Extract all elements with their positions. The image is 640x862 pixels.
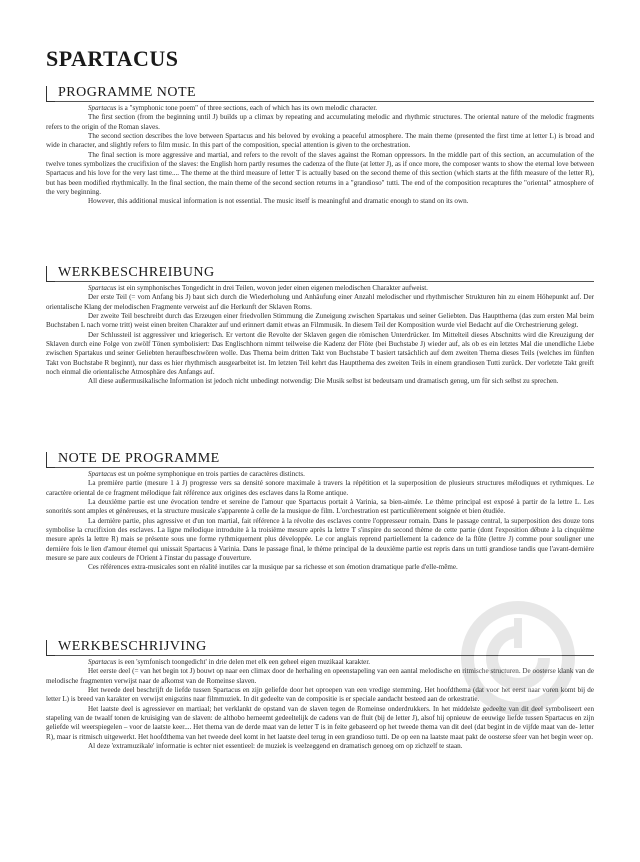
section-heading: NOTE DE PROGRAMME (58, 451, 220, 466)
section-heading-block (46, 266, 594, 284)
paragraph: The second section describes the love between Spartacus and his beloved by evoking a peaceful atmosphere. The main theme (presented the first time at letter L) is broad and wide in character, and slightly refers to film music. In this part of the composition, special attention is given to the orchestration. (46, 132, 594, 150)
paragraph: All diese außermusikalische Information ist jedoch nicht unbedingt notwendig: Die Musik selbst ist bedeutsam und dramatisch genug, um für sich selbst zu sprechen. (88, 377, 559, 386)
paragraph: Al deze 'extramuzikale' informatie is echter niet essentieel: de muziek is veelzeggend en dramatisch genoeg om op zichzelf te staan. (88, 742, 463, 751)
paragraph: Spartacus is een 'symfonisch toongedicht' in drie delen met elk een geheel eigen muzikaal karakter. (88, 658, 371, 666)
section-note-de-programme (46, 452, 594, 573)
page-title: SPARTACUS (46, 46, 179, 71)
paragraph: The first section (from the beginning until J) builds up a climax by repeating and accumulating melodic and rhythmic structures. The oriental nature of the melodic fragments refers to the origin of the Roman slaves. (46, 113, 594, 131)
section-heading: WERKBESCHREIBUNG (58, 265, 215, 280)
watermark-emblem-icon (458, 598, 578, 718)
paragraph: Der zweite Teil beschreibt durch das Erzeugen einer friedvollen Stimmung die Zuneigung zwischen Spartakus und seiner Geliebten. Das Hauptthema (das zum ersten Mal beim Buchstaben L nach vorne tritt) weist einen breiten Charakter auf und erinnert damit etwas an Filmmusik. In diesem Teil der Komposition wurde viel Bedacht auf die Orchestrierung gelegt. (46, 312, 594, 330)
paragraph: Spartacus est un poème symphonique en trois parties de caractères distincts. (88, 470, 305, 478)
paragraph: However, this additional musical information is not essential. The music itself is meaningful and dramatic enough to stand on its own. (88, 197, 469, 206)
paragraph: Het laatste deel is agressiever en martiaal; het verklankt de opstand van de slaven tegen de Romeinse onderdrukkers. In het middelste gedeelte van dit deel symboliseert een stapeling van de twaalf tonen de kruisiging van de slaven: de althobo herneemt gedeeltelijk de cadens van de fluit (bij de letter J), alsof hij opnieuw de eeuwige liefde tussen Spartacus en zijn geliefde wil weerspiegelen – voor de laatste keer.... Het thema van de derde maat van de letter T is in feite gebaseerd op het tweede thema van dit deel (dat begint in de vijfde maat van de- letter R), maar is ritmisch uitgewerkt. Het hoofdthema van het tweede deel komt in het laatste deel terug in een grandioso tutti. De op een na laatste maat pakt de oosterse sfeer van het begin weer op. (46, 704, 594, 741)
section-heading-block (46, 86, 594, 104)
paragraph: Het eerste deel (= van het begin tot J) bouwt op naar een climax door de herhaling en opeenstapeling van een aantal melodische en ritmische structuren. De oosterse klank van de melodische fragmenten verwijst naar de afkomst van de Romeinse slaven. (46, 667, 594, 685)
section-heading: PROGRAMME NOTE (58, 85, 197, 100)
paragraph: La première partie (mesure 1 à J) progresse vers sa densité sonore maximale à travers la répétition et la superposition de plusieurs structures mélodiques et rythmiques. Le caractère oriental de ce fragment mélodique fait référence aux origines des esclaves dans la Rome antique. (46, 479, 594, 497)
section-heading: WERKBESCHRIJVING (58, 639, 207, 654)
paragraph: Ces références extra-musicales sont en réalité inutiles car la musique par sa richesse et son émotion dramatique parle d'elle-même. (88, 563, 458, 572)
section-body (46, 284, 594, 387)
heading-rule (55, 467, 594, 468)
section-heading-block (46, 452, 594, 470)
heading-rule (55, 101, 594, 102)
paragraph: La dernière partie, plus agressive et d'un ton martial, fait référence à la révolte des esclaves contre l'oppresseur romain. Dans le passage central, la superposition des douze tons symbolise la crucifixion des esclaves. La ligne mélodique introduite à la troisième mesure après la lettre T s'inspire du second thème de cette partie (dont l'exposition débute à la cinquième mesure après la lettre R) mais se présente sous une forme rythmiquement plus développée. Le cor anglais reprend partiellement la cadence de la flûte (lettre J) comme pour souligner une dernière fois le lien d'amour éternel qui unissait Spartacus à Varinia. Dans le passage final, le thème principal de la deuxième partie est repris dans un tutti grandiose tandis que l'avant-dernière mesure se pare aux couleurs de l'Orient à l'instar du passage d'ouverture. (46, 516, 594, 563)
section-programme-note (46, 86, 594, 207)
paragraph: Der Schlussteil ist aggressiver und kriegerisch. Er vertont die Revolte der Sklaven gegen die römischen Unterdrücker. Im Mittelteil dieses Abschnitts wird die Kreuzigung der Sklaven durch eine Folge von zwölf Tönen symbolisiert: Das Englischhorn nimmt teilweise die Kadenz der Flöte (bei Buchstabe J) wieder auf, als ob es ein letztes Mal die unendliche Liebe zwischen Spartakus und seiner Geliebten heraufbeschwören wolle. Das Thema beim dritten Takt von Buchstabe T basiert tatsächlich auf dem zweiten Thema dieses Teils (welches im fünften Takt von Buchstabe R beginnt), nur dass es hier rhythmisch ausgearbeitet ist. Im letzten Teil kehrt das Hauptthema des zweiten Teils in einem grandiosen Tutti zurück. Der vorletzte Takt greift noch einmal die orientalische Atmosphäre des Anfangs auf. (46, 330, 594, 377)
paragraph: Der erste Teil (= vom Anfang bis J) baut sich durch die Wiederholung und Anhäufung einer Anzahl melodischer und rhythmischer Strukturen hin zu einem Höhepunkt auf. Der orientalische Klang der melodischen Fragmente verweist auf die Herkunft der Sklaven Roms. (46, 293, 594, 311)
paragraph: The final section is more aggressive and martial, and refers to the revolt of the slaves against the Roman oppressors. In the middle part of this section, an accumulation of the twelve tones symbolizes the crucifixion of the slaves: the English horn partly resumes the cadenza of the flute (at letter J), as if once more, the composer wants to show the eternal love between Spartacus and his love for the very last time.... The theme at the third measure of letter T is actually based on the second theme of this section (which starts at the fifth measure of the letter R), but has been modified rhythmically. In the final section, the main theme of the second section returns in a "grandioso" tutti. The end of the composition recaptures the "oriental" atmosphere of the very beginning. (46, 150, 594, 197)
paragraph: Spartacus ist ein symphonisches Tongedicht in drei Teilen, wovon jeder einen eigenen melodischen Charakter aufweist. (88, 284, 428, 292)
section-body (46, 104, 594, 207)
paragraph: Het tweede deel beschrijft de liefde tussen Spartacus en zijn geliefde door het oproepen van een vredige stemming. Het hoofdthema (dat voor het eerst naar voren komt bij de letter L) is breed van karakter en verwijst enigszins naar filmmuziek. In dit gedeelte van de compositie is er speciale aandacht besteed aan de orkestratie. (46, 686, 594, 704)
paragraph: Spartacus is a "symphonic tone poem" of three sections, each of which has its own melodic character. (88, 104, 378, 112)
heading-rule (55, 281, 594, 282)
section-body (46, 470, 594, 573)
section-werkbeschreibung (46, 266, 594, 387)
paragraph: La deuxième partie est une évocation tendre et sereine de l'amour que Spartacus portait à Varinia, sa bien-aimée. Le thème principal est exposé à partir de la lettre L. Les sonorités sont amples et généreuses, et la structure musicale s'apparente à celle de la musique de film. L'orchestration est particulièrement soignée et bien étudiée. (46, 498, 594, 516)
